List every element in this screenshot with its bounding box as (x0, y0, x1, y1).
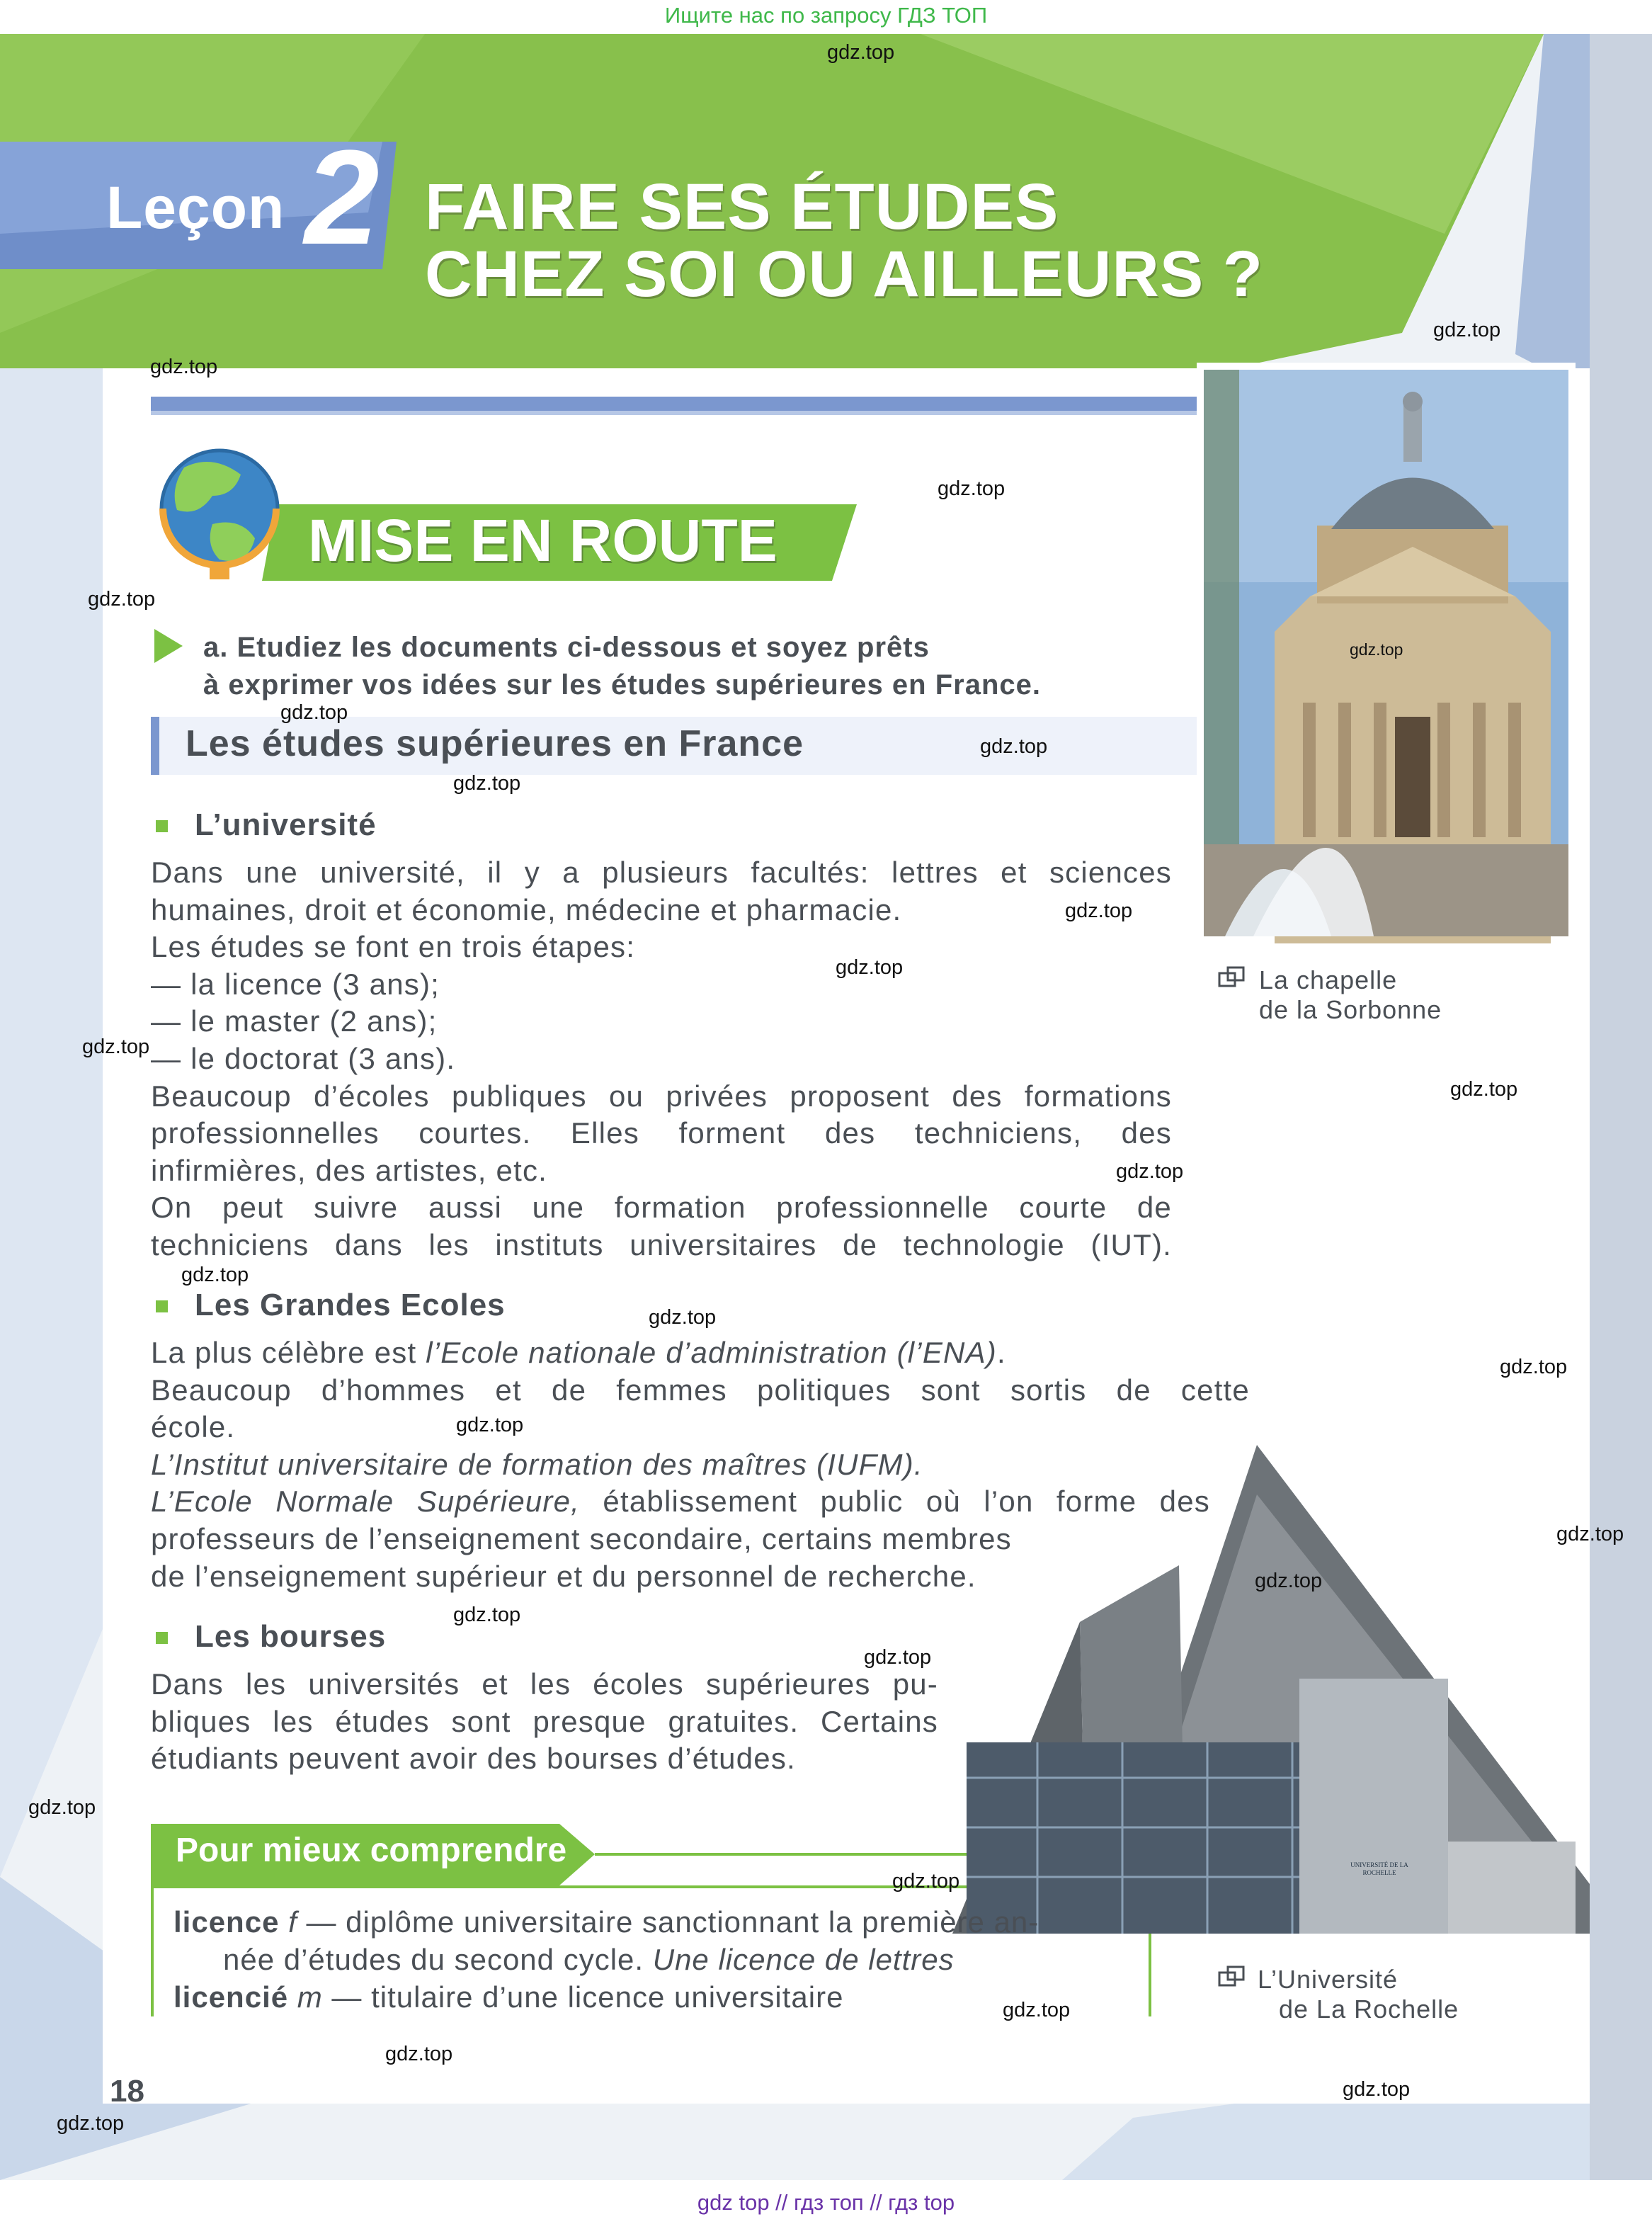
watermark: gdz.top (1116, 1160, 1184, 1183)
rochelle-caption (1258, 1965, 1459, 2024)
glossary-word: licence (173, 1905, 280, 1939)
text-line: bliques les études sont presque gratuites. Certains (151, 1704, 938, 1738)
watermark: gdz.top (1003, 1999, 1071, 2021)
text-line: L’Institut universitaire de formation des maîtres (IUFM). (151, 1447, 923, 1481)
glossary-word: licencié (173, 1980, 289, 2014)
watermark: gdz.top (1065, 900, 1133, 922)
watermark: gdz.top (453, 1604, 521, 1626)
bullet-icon (156, 1632, 168, 1644)
watermark: gdz.top (82, 1036, 150, 1058)
text-line: — la licence (3 ans); (151, 967, 440, 1001)
text-line: infirmières, des artistes, etc. (151, 1153, 548, 1187)
text-line: Beaucoup d’écoles publiques ou privées proposent des formations (151, 1079, 1172, 1113)
bourses-title: Les bourses (195, 1619, 387, 1654)
glossary-gender: m (288, 1980, 323, 2014)
grandes-ecoles-title: Les Grandes Ecoles (195, 1288, 506, 1322)
lesson-title-line2: CHEZ SOI OU AILLEURS ? (425, 238, 1263, 310)
watermark: gdz.top (1350, 640, 1403, 659)
watermark: gdz.top (28, 1796, 96, 1819)
glossary-entry-licence-cont (223, 1943, 955, 1977)
caption-line: L’Université (1258, 1965, 1398, 1994)
caption-line: La chapelle (1259, 965, 1398, 994)
sorbonne-caption (1259, 965, 1442, 1025)
text-line (151, 1334, 1250, 1372)
watermark: gdz.top (453, 772, 521, 795)
ens-name: L’Ecole Normale Supérieure, (151, 1485, 581, 1519)
section-heading: Les études supérieures en France (186, 723, 804, 764)
text-span: . (996, 1336, 1006, 1369)
glossary-example: Une licence de lettres (652, 1943, 955, 1976)
text-line: On peut suivre aussi une formation professionnelle courte de (151, 1191, 1172, 1225)
text-line: Dans une université, il y a plusieurs facultés: lettres et sciences (151, 856, 1172, 889)
grandes-ecoles-text (151, 1334, 1250, 1595)
text-line: humaines, droit et économie, médecine et pharmacie. (151, 892, 902, 926)
text-line: Les études se font en trois étapes: (151, 930, 636, 964)
watermark: gdz.top (938, 477, 1006, 500)
watermark: gdz.top (1556, 1523, 1624, 1545)
watermark: gdz.top (827, 41, 895, 64)
watermark: gdz.top (385, 2043, 453, 2065)
text-line: Dans les universités et les écoles supérieures pu- (151, 1667, 938, 1701)
search-hint-link[interactable]: Ищите нас по запросу ГДЗ ТОП (664, 3, 988, 28)
watermark: gdz.top (280, 701, 348, 724)
text-line: — le master (2 ans); (151, 1004, 438, 1038)
page-number: 18 (110, 2074, 144, 2109)
text-line (151, 1483, 1210, 1521)
watermark: gdz.top (864, 1646, 932, 1669)
watermark: gdz.top (1343, 2078, 1411, 2101)
glossary-definition: née d’études du second cycle. (223, 1943, 653, 1976)
instruction-line2: à exprimer vos idées sur les études supérieures en France. (203, 669, 1041, 700)
caption-line: de la Sorbonne (1259, 995, 1442, 1024)
bullet-icon (156, 1300, 168, 1312)
glossary-entry-licence (173, 1905, 1039, 1939)
watermark: gdz.top (57, 2112, 125, 2135)
text-line: professeurs de l’enseignement secondaire, certains membres (151, 1521, 1012, 1555)
lesson-label: Leçon (106, 174, 285, 241)
text-line: professionnelles courtes. Elles forment des techniciens, des (151, 1116, 1172, 1150)
glossary-title: Pour mieux comprendre (176, 1832, 567, 1869)
lesson-number: 2 (304, 123, 380, 273)
watermark: gdz.top (1450, 1078, 1518, 1101)
glossary-gender: f (279, 1905, 297, 1939)
watermark: gdz.top (1433, 319, 1501, 341)
text-line: école. (151, 1410, 236, 1444)
watermark: gdz.top (181, 1264, 249, 1286)
text-span: établissement public où l’on forme des (580, 1485, 1210, 1519)
watermark: gdz.top (1500, 1356, 1568, 1378)
watermark: gdz.top (88, 588, 156, 611)
building-sign-text: UNIVERSITÉ DE LA ROCHELLE (1350, 1861, 1408, 1876)
caption-line: de La Rochelle (1279, 1995, 1459, 2024)
universite-text (151, 854, 1172, 1264)
text-span: La plus célèbre est (151, 1336, 426, 1369)
watermark: gdz.top (1255, 1570, 1323, 1592)
text-line: étudiants peuvent avoir des bourses d’études. (151, 1742, 796, 1776)
universite-title: L’université (195, 807, 377, 842)
watermark: gdz.top (892, 1870, 960, 1893)
bullet-icon (156, 820, 168, 832)
ena-name: l’Ecole nationale d’administration (l’ENA) (426, 1336, 997, 1369)
instruction-line1: a. Etudiez les documents ci-dessous et soyez prêts (203, 632, 930, 663)
watermark: gdz.top (836, 956, 904, 979)
mise-en-route-heading: MISE EN ROUTE (308, 507, 777, 574)
glossary-entry-licencie (173, 1980, 843, 2014)
glossary-definition: — titulaire d’une licence universitaire (322, 1980, 844, 2014)
text-line: de l’enseignement supérieur et du personnel de recherche. (151, 1559, 976, 1593)
bourses-text (151, 1666, 938, 1778)
watermark: gdz.top (649, 1306, 717, 1329)
footer-links[interactable]: gdz top // гдз топ // гдз top (697, 2190, 955, 2215)
glossary-definition: — diplôme universitaire sanctionnant la première an- (297, 1905, 1039, 1939)
text-line: — le doctorat (3 ans). (151, 1041, 456, 1075)
watermark: gdz.top (980, 735, 1048, 758)
text-line: Beaucoup d’hommes et de femmes politiques sont sortis de cette (151, 1373, 1250, 1407)
text-line: techniciens dans les instituts universitaires de technologie (IUT). (151, 1227, 1172, 1261)
lesson-title-line1: FAIRE SES ÉTUDES (425, 171, 1059, 243)
watermark: gdz.top (456, 1414, 524, 1436)
watermark: gdz.top (150, 356, 218, 378)
